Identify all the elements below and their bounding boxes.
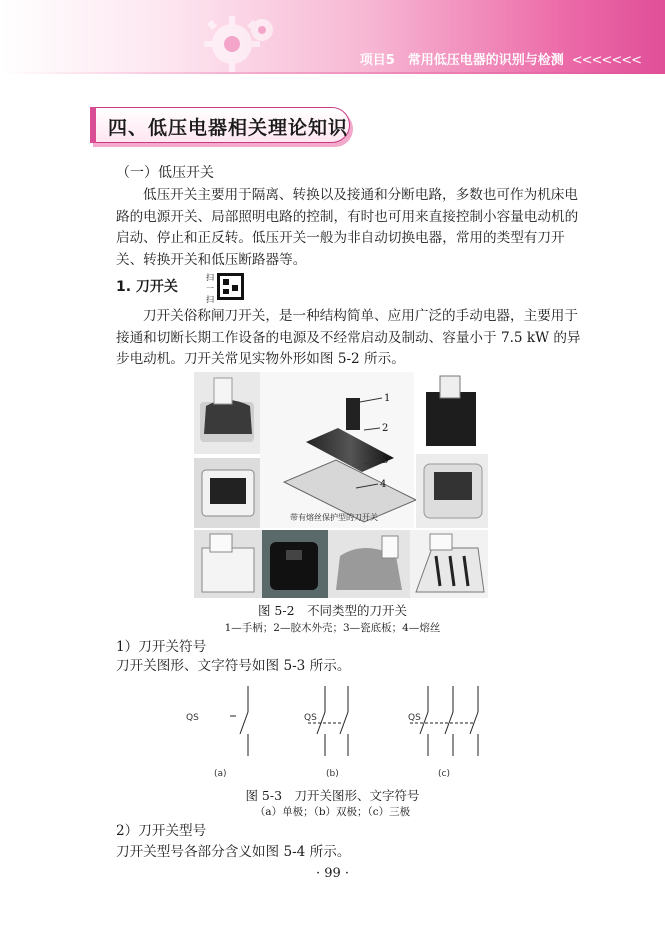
figure3-caption: 图 5-3 刀开关图形、文字符号 bbox=[245, 788, 420, 803]
photo-label-3: 3 bbox=[382, 455, 389, 466]
chapter-header bbox=[360, 49, 641, 68]
figure-legend: 1—手柄；2—胶木外壳；3—瓷底板；4—熔丝 bbox=[224, 622, 441, 634]
qr-code-icon[interactable] bbox=[206, 271, 246, 303]
subsection-title: （一）低压开关 bbox=[116, 165, 214, 181]
photo-label-4: 4 bbox=[380, 479, 387, 490]
switch-symbol-diagram bbox=[170, 676, 520, 786]
section-heading bbox=[90, 107, 358, 147]
header-band bbox=[0, 0, 665, 72]
photo-label-1: 1 bbox=[384, 393, 391, 404]
item-model-text: 刀开关型号各部分含义如图 5-4 所示。 bbox=[116, 844, 351, 860]
qs-label-c: QS bbox=[408, 713, 421, 723]
symbol-label-c: (c) bbox=[438, 769, 450, 779]
figure3-sub: （a）单极；（b）双极；（c）三极 bbox=[254, 806, 411, 818]
qs-label-a: QS bbox=[186, 713, 199, 723]
item-symbol-title: 1）刀开关符号 bbox=[116, 639, 207, 655]
symbol-label-a: (a) bbox=[214, 769, 227, 779]
svg-text:扫: 扫 bbox=[206, 295, 214, 303]
item-symbol-text: 刀开关图形、文字符号如图 5-3 所示。 bbox=[116, 658, 351, 674]
section-title: 四、低压电器相关理论知识 bbox=[108, 117, 349, 139]
qs-label-b: QS bbox=[304, 713, 317, 723]
svg-text:扫: 扫 bbox=[206, 273, 214, 282]
photo-label-2: 2 bbox=[382, 423, 389, 434]
figure-caption: 图 5-2 不同类型的刀开关 bbox=[257, 603, 408, 618]
gear-icon bbox=[196, 8, 286, 72]
chevron-decoration: <<<<<<< bbox=[571, 53, 641, 68]
knife-switch-photo bbox=[194, 372, 488, 598]
section-heading-bar bbox=[90, 107, 96, 143]
paragraph-knife-switch: 刀开关俗称闸刀开关，是一种结构简单、应用广泛的手动电器，主要用于接通和切断长期工作设备的电源及不经常启动及制动、容量小于 7.5 kW 的异步电动机。刀开关常见实物外形如图 5-2 所示。 bbox=[116, 308, 581, 367]
photo-note: 带有熔丝保护型的刀开关 bbox=[290, 513, 378, 522]
chapter-title: 项目5 常用低压电器的识别与检测 bbox=[359, 53, 564, 68]
paragraph-low-voltage-switch: 低压开关主要用于隔离、转换以及接通和分断电路，多数也可作为机床电路的电源开关、局部照明电路的控制，有时也可用来直接控制小容量电动机的启动、停止和正反转。低压开关一般为非自动切换电器，常用的类型有刀开关、转换开关和低压断路器等。 bbox=[116, 187, 579, 268]
page-number: · 99 · bbox=[315, 866, 350, 881]
heading-knife-switch: 1. 刀开关 bbox=[116, 279, 178, 295]
item-model-title: 2）刀开关型号 bbox=[116, 823, 207, 839]
svg-text:一: 一 bbox=[206, 284, 214, 293]
symbol-label-b: (b) bbox=[326, 769, 339, 779]
